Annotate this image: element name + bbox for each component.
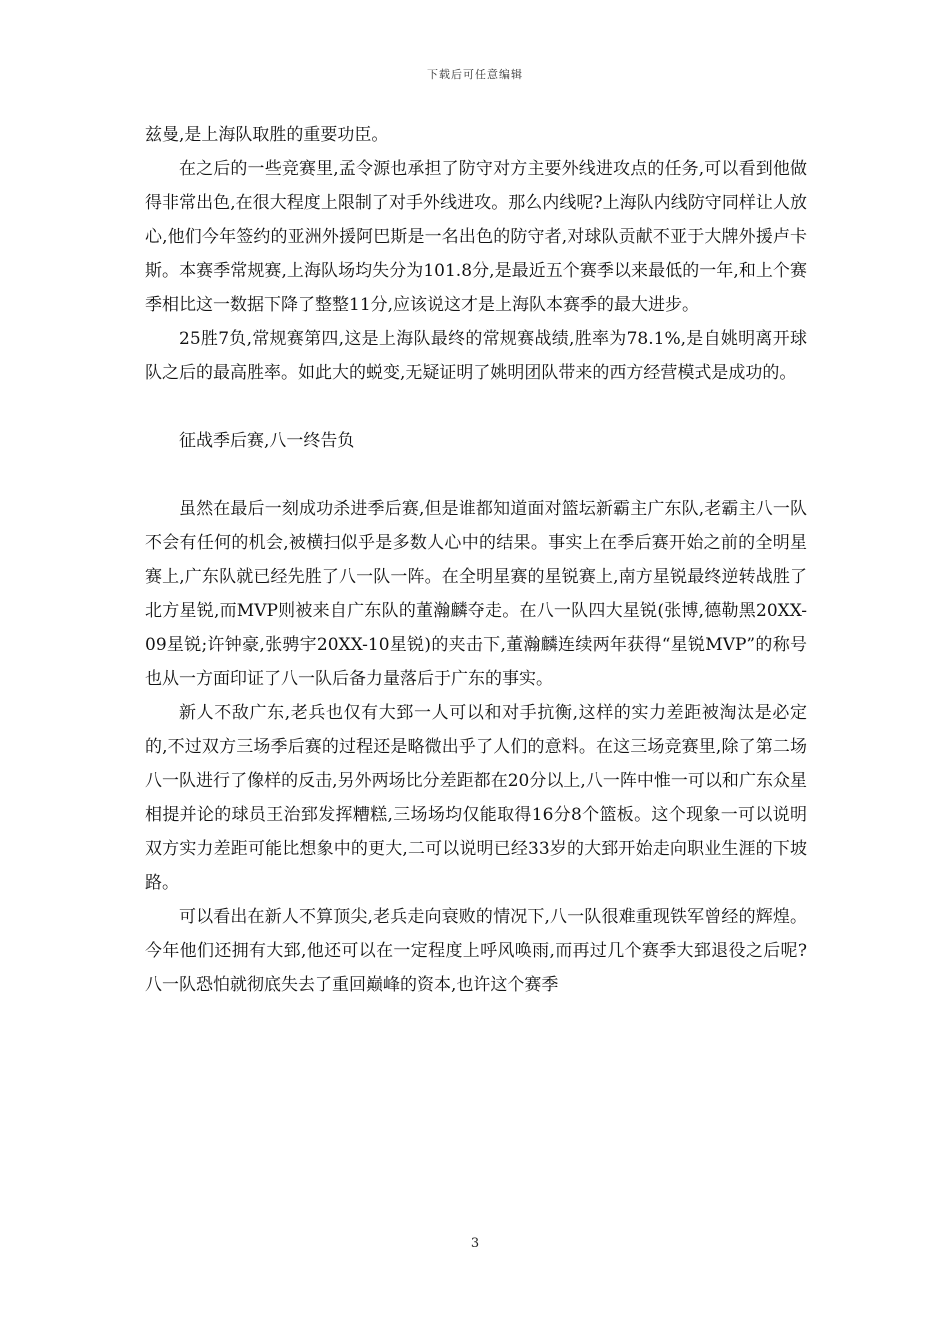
page-number: 3 xyxy=(470,1236,480,1251)
paragraph-rookies: 新人不敌广东,老兵也仅有大郅一人可以和对手抗衡,这样的实力差距被淘汰是必定的,不过双方三场季后赛的过程还是略微出乎了人们的意料。在这三场竞赛里,除了第二场八一队进行了像样的反击,另外两场比分差距都在20分以上,八一阵中惟一可以和广东众星相提并论的球员王治郅发挥糟糕,三场场均仅能取得16分8个篮板。这个现象一可以说明双方实力差距可能比想象中的更大,二可以说明已经33岁的大郅开始走向职业生涯的下坡路。 xyxy=(145,703,807,893)
document-body xyxy=(145,118,807,1002)
paragraph-continuation: 兹曼,是上海队取胜的重要功臣。 xyxy=(145,125,389,145)
paragraph-defense: 在之后的一些竞赛里,孟令源也承担了防守对方主要外线进攻点的任务,可以看到他做得非常出色,在很大程度上限制了对手外线进攻。那么内线呢?上海队内线防守同样让人放心,他们今年签约的亚洲外援阿巴斯是一名出色的防守者,对球队贡献不亚于大牌外援卢卡斯。本赛季常规赛,上海队场均失分为101.8分,是最近五个赛季以来最低的一年,和上个赛季相比这一数据下降了整整11分,应该说这才是上海队本赛季的最大进步。 xyxy=(145,159,807,315)
section-heading: 征战季后赛,八一终告负 xyxy=(179,431,355,451)
paragraph-record: 25胜7负,常规赛第四,这是上海队最终的常规赛战绩,胜率为78.1%,是自姚明离开球队之后的最高胜率。如此大的蜕变,无疑证明了姚明团队带来的西方经营模式是成功的。 xyxy=(145,329,807,383)
paragraph-playoffs: 虽然在最后一刻成功杀进季后赛,但是谁都知道面对篮坛新霸主广东队,老霸主八一队不会有任何的机会,被横扫似乎是多数人心中的结果。事实上在季后赛开始之前的全明星赛上,广东队就已经先胜了八一队一阵。在全明星赛的星锐赛上,南方星锐最终逆转战胜了北方星锐,而MVP则被来自广东队的董瀚麟夺走。在八一队四大星锐(张博,德勒黑20XX-09星锐;许钟豪,张骋宇20XX-10星锐)的夹击下,董瀚麟连续两年获得“星锐MVP”的称号也从一方面印证了八一队后备力量落后于广东的事实。 xyxy=(145,499,807,689)
paragraph-outlook: 可以看出在新人不算顶尖,老兵走向衰败的情况下,八一队很难重现铁军曾经的辉煌。今年他们还拥有大郅,他还可以在一定程度上呼风唤雨,而再过几个赛季大郅退役之后呢?八一队恐怕就彻底失去了重回巅峰的资本,也许这个赛季 xyxy=(145,907,807,995)
page-header-note: 下载后可任意编辑 xyxy=(427,68,523,81)
